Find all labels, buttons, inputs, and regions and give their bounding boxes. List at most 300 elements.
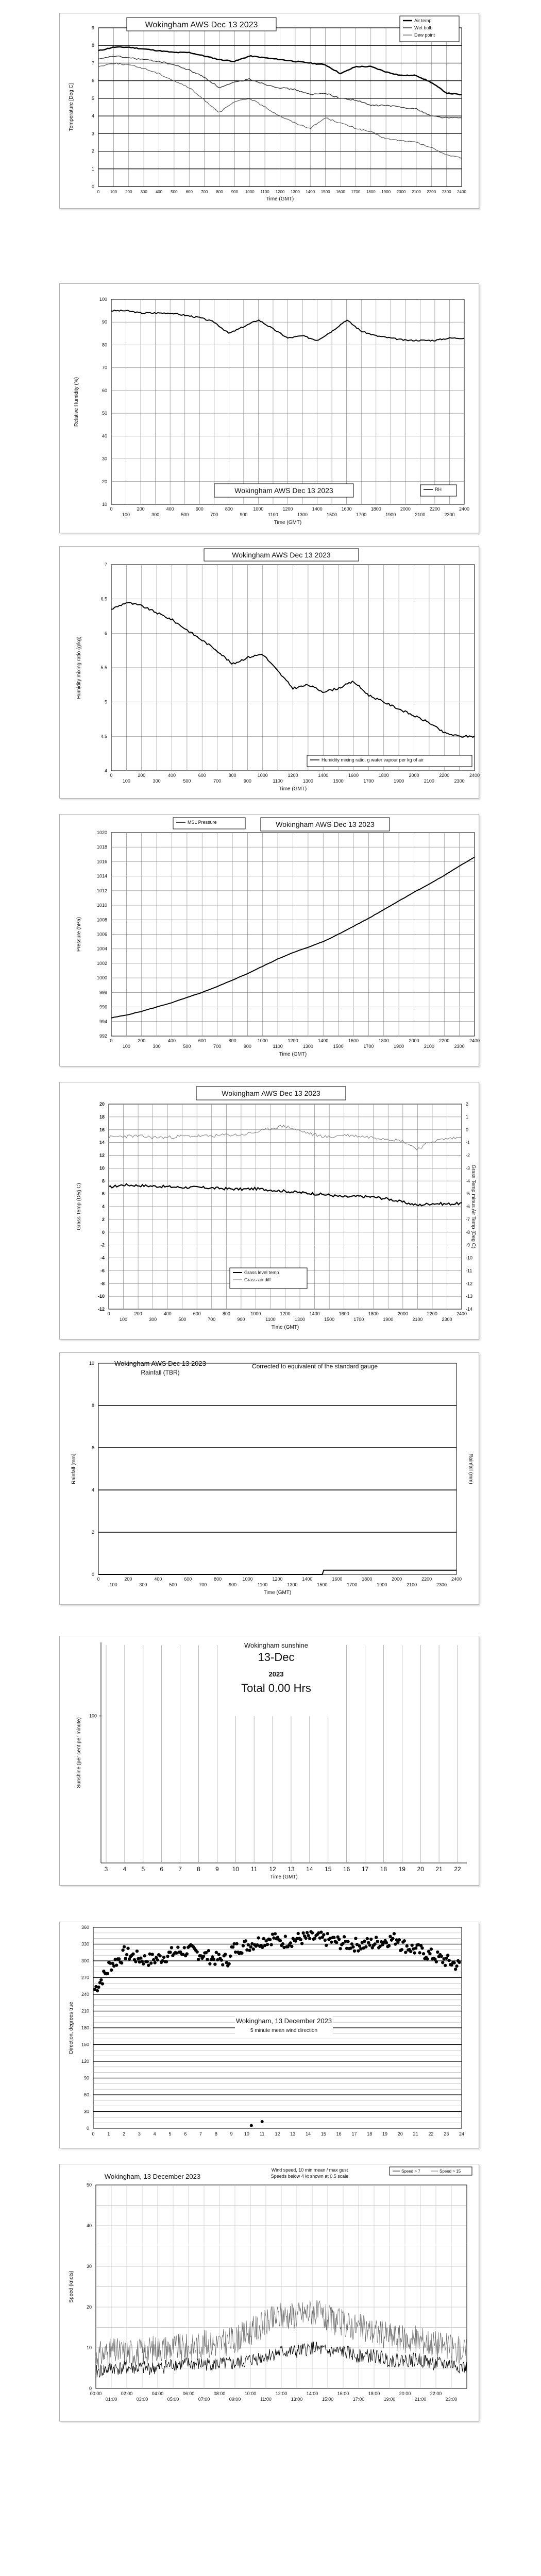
wind-direction-title: Wokingham, 13 December 2023	[235, 2017, 332, 2025]
wind-direction-ytick: 300	[81, 1958, 89, 1963]
wind-direction-point	[447, 1959, 450, 1962]
rainfall-chart-panel	[59, 1352, 479, 1605]
wind-direction-point	[247, 1943, 250, 1946]
wind-direction-point	[350, 1942, 353, 1945]
wind-direction-point	[158, 1954, 161, 1957]
wind-direction-point	[221, 1963, 224, 1966]
rainfall-x-label: Time (GMT)	[263, 1590, 292, 1596]
grass-temp-ytick-right: -3	[466, 1165, 470, 1171]
wind-direction-point	[454, 1968, 457, 1971]
wind-direction-point	[339, 1947, 342, 1950]
wind-direction-xtick: 2	[123, 2131, 126, 2137]
wind-direction-point	[366, 1937, 369, 1940]
sunshine-xtick: 13	[288, 1866, 295, 1873]
wind-direction-point	[96, 1989, 99, 1992]
wind-direction-point	[369, 1938, 373, 1941]
wind-direction-xtick: 15	[320, 2131, 326, 2137]
pressure-xtick: 2200	[439, 1038, 450, 1043]
wind-direction-point	[311, 1931, 314, 1934]
wind-direction-point	[124, 1957, 127, 1960]
wind-direction-point	[363, 1940, 366, 1943]
grass-temp-xtick: 0	[107, 1311, 110, 1316]
pressure-xtick: 300	[153, 1044, 161, 1049]
wind-speed-xtick: 11:00	[260, 2397, 272, 2402]
humidity-xtick: 400	[166, 506, 174, 512]
sunshine-x-label: Time (GMT)	[270, 1874, 298, 1880]
pressure-x-label: Time (GMT)	[279, 1052, 307, 1057]
wind-speed-xtick: 10:00	[244, 2391, 257, 2396]
mixing-ratio-xtick: 1100	[273, 778, 283, 784]
temperature-ytick: 2	[91, 148, 94, 154]
pressure-xtick: 1800	[378, 1038, 389, 1043]
humidity-xtick: 900	[240, 512, 248, 517]
rainfall-xtick: 1900	[377, 1582, 387, 1587]
wind-direction-point	[332, 1936, 335, 1939]
mixing-ratio-y-label: Humidity mixing ratio (g/kg)	[76, 636, 82, 699]
wind-direction-ytick: 120	[81, 2059, 89, 2064]
pressure-xtick: 2300	[454, 1044, 465, 1049]
wind-direction-point	[123, 1945, 126, 1948]
wind-direction-point	[393, 1932, 396, 1935]
rainfall-xtick: 0	[97, 1577, 100, 1582]
grass-temp-chart-svg	[60, 1082, 480, 1340]
rainfall-xtick: 1000	[242, 1577, 253, 1582]
temperature-legend-label: Wet bulb	[414, 25, 433, 30]
wind-direction-point	[301, 1931, 305, 1935]
humidity-ytick: 40	[102, 433, 107, 439]
humidity-ytick: 80	[102, 342, 107, 348]
pressure-xtick: 400	[167, 1038, 176, 1043]
wind-direction-point	[324, 1939, 327, 1942]
temperature-ytick: 5	[91, 95, 94, 101]
temperature-xtick: 200	[125, 190, 132, 194]
wind-direction-point	[168, 1951, 172, 1954]
wind-direction-point	[139, 1956, 142, 1959]
wind-direction-point	[126, 1946, 129, 1950]
humidity-xtick: 500	[181, 512, 189, 517]
temperature-xtick: 2400	[457, 190, 466, 194]
mixing-ratio-xtick: 2100	[424, 778, 434, 784]
sunshine-xtick: 5	[141, 1866, 145, 1873]
wind-speed-xtick: 03:00	[136, 2397, 148, 2402]
temperature-ytick: 7	[91, 60, 94, 66]
wind-speed-chart-panel	[59, 2164, 479, 2421]
wind-direction-point	[274, 1932, 277, 1935]
wind-direction-xtick: 17	[351, 2131, 357, 2137]
temperature-xtick: 900	[231, 190, 239, 194]
grass-temp-ytick: 8	[102, 1178, 105, 1184]
grass-temp-ytick-right: -14	[466, 1307, 473, 1312]
pressure-xtick: 100	[122, 1044, 130, 1049]
wind-direction-point	[202, 1955, 205, 1958]
temperature-ytick: 3	[91, 131, 94, 137]
humidity-xtick: 1300	[297, 512, 308, 517]
wind-direction-ytick: 210	[81, 2008, 89, 2014]
grass-temp-ytick-right: -7	[466, 1216, 470, 1222]
wind-direction-point	[235, 1942, 238, 1945]
wind-direction-xtick: 6	[184, 2131, 187, 2137]
wind-direction-xtick: 3	[138, 2131, 141, 2137]
wind-direction-point	[227, 1962, 230, 1965]
wind-direction-xtick: 14	[306, 2131, 311, 2137]
wind-direction-point	[346, 1940, 349, 1943]
sunshine-xtick: 9	[215, 1866, 219, 1873]
wind-speed-xtick: 20:00	[399, 2391, 411, 2396]
temperature-xtick: 1400	[306, 190, 315, 194]
grass-temp-ytick-right: -12	[466, 1281, 473, 1286]
rainfall-ytick: 0	[91, 1572, 94, 1577]
wind-direction-point	[376, 1940, 379, 1943]
rainfall-ytick: 4	[91, 1487, 94, 1493]
pressure-legend-label: MSL Pressure	[188, 820, 217, 825]
wind-direction-point	[420, 1946, 424, 1950]
grass-temp-legend-label: Grass-air diff	[244, 1277, 271, 1282]
sunshine-total: Total 0.00 Hrs	[241, 1682, 311, 1694]
grass-temp-ytick-right: -9	[466, 1242, 470, 1248]
wind-direction-ytick: 90	[83, 2075, 89, 2081]
wind-direction-point	[426, 1957, 429, 1960]
rainfall-y-label: Rainfall (mm)	[71, 1453, 77, 1484]
temperature-xtick: 500	[171, 190, 178, 194]
grass-temp-ytick: -4	[100, 1255, 105, 1261]
humidity-xtick: 1100	[268, 512, 278, 517]
rainfall-xtick: 100	[109, 1582, 117, 1587]
sunshine-xtick: 21	[435, 1866, 443, 1873]
temperature-legend-label: Air temp	[414, 18, 432, 23]
wind-direction-point	[354, 1937, 357, 1940]
wind-direction-xtick: 21	[413, 2131, 418, 2137]
grass-temp-chart-panel	[59, 1082, 479, 1340]
grass-temp-ytick-right: 2	[466, 1101, 469, 1107]
humidity-xtick: 2000	[400, 506, 411, 512]
wind-direction-point	[398, 1938, 401, 1941]
grass-temp-ytick: 12	[99, 1153, 105, 1158]
grass-temp-ytick-right: -4	[466, 1178, 470, 1184]
pressure-ytick: 1010	[96, 903, 107, 908]
rainfall-xtick: 1200	[272, 1577, 283, 1582]
grass-temp-ytick: 6	[102, 1191, 105, 1197]
humidity-xtick: 1200	[282, 506, 293, 512]
humidity-ytick: 50	[102, 411, 107, 416]
grass-temp-ytick: 18	[99, 1114, 105, 1120]
grass-temp-xtick: 600	[193, 1311, 201, 1316]
wind-direction-point	[220, 1958, 223, 1961]
wind-direction-ytick: 180	[81, 2025, 89, 2030]
wind-direction-xtick: 13	[290, 2131, 296, 2137]
mixing-ratio-xtick: 1800	[378, 773, 389, 778]
grass-temp-xtick: 800	[222, 1311, 230, 1316]
grass-temp-xtick: 300	[149, 1317, 157, 1322]
wind-direction-xtick: 1	[107, 2131, 110, 2137]
grass-temp-ytick-right: -1	[466, 1140, 470, 1145]
wind-direction-point	[252, 1947, 255, 1951]
wind-speed-xtick: 00:00	[90, 2391, 102, 2396]
humidity-xtick: 300	[151, 512, 160, 517]
rainfall-ytick: 6	[91, 1445, 94, 1450]
pressure-xtick: 1300	[302, 1044, 313, 1049]
pressure-y-label: Pressure (hPa)	[76, 917, 82, 952]
sunshine-xtick: 10	[232, 1866, 239, 1873]
wind-direction-point	[441, 1961, 444, 1964]
wind-speed-ytick: 50	[86, 2182, 92, 2188]
temperature-xtick: 400	[155, 190, 163, 194]
sunshine-chart-svg	[60, 1636, 480, 1886]
wind-direction-point	[224, 1953, 227, 1956]
humidity-chart-panel	[59, 283, 479, 533]
wind-speed-ytick: 40	[86, 2223, 92, 2228]
mixing-ratio-chart-svg	[60, 547, 480, 799]
wind-direction-point	[405, 1944, 409, 1947]
wind-direction-point	[400, 1948, 403, 1951]
wind-direction-point	[197, 1958, 200, 1961]
humidity-title: Wokingham AWS Dec 13 2023	[234, 486, 333, 495]
wind-direction-point	[170, 1946, 173, 1949]
wind-direction-ytick: 330	[81, 1941, 89, 1947]
temperature-xtick: 100	[110, 190, 117, 194]
grass-temp-ytick: 0	[102, 1229, 105, 1235]
sunshine-y-label: Sunshine (per cent per minute)	[76, 1717, 82, 1788]
wind-direction-point	[300, 1942, 303, 1945]
humidity-xtick: 1700	[356, 512, 367, 517]
temperature-title: Wokingham AWS Dec 13 2023	[145, 21, 258, 29]
wind-direction-point	[261, 2120, 264, 2123]
wind-direction-point	[162, 1956, 165, 1959]
wind-speed-xtick: 15:00	[322, 2397, 334, 2402]
wind-direction-ytick: 240	[81, 1992, 89, 1997]
wind-direction-point	[166, 1955, 169, 1958]
temperature-xtick: 0	[97, 190, 100, 194]
pressure-xtick: 700	[213, 1044, 222, 1049]
wind-direction-point	[106, 1972, 109, 1975]
wind-direction-point	[343, 1935, 346, 1938]
wind-direction-chart-svg	[60, 1922, 480, 2149]
grass-temp-xtick: 1300	[295, 1317, 306, 1322]
sunshine-xtick: 6	[160, 1866, 164, 1873]
wind-direction-point	[195, 1950, 198, 1953]
grass-temp-xtick: 100	[120, 1317, 128, 1322]
grass-temp-x-label: Time (GMT)	[271, 1325, 299, 1330]
sunshine-xtick: 14	[306, 1866, 313, 1873]
wind-direction-ytick: 60	[83, 2092, 89, 2097]
wind-direction-point	[403, 1939, 406, 1942]
wind-speed-y-label: Speed (knots)	[69, 2270, 74, 2303]
grass-temp-y-label-right: Grass Temp minus Air Temp (Deg C)	[470, 1164, 476, 1249]
wind-speed-xtick: 13:00	[291, 2397, 303, 2402]
wind-direction-xtick: 8	[214, 2131, 217, 2137]
wind-speed-title: Wokingham, 13 December 2023	[104, 2173, 201, 2180]
wind-direction-point	[455, 1964, 458, 1968]
rainfall-ytick: 8	[91, 1403, 94, 1408]
pressure-ytick: 1020	[96, 830, 107, 835]
mixing-ratio-xtick: 2200	[439, 773, 450, 778]
wind-speed-xtick: 12:00	[275, 2391, 288, 2396]
wind-speed-xtick: 18:00	[368, 2391, 380, 2396]
grass-temp-ytick-right: -10	[466, 1255, 473, 1261]
grass-temp-ytick: -10	[97, 1294, 105, 1299]
grass-temp-xtick: 900	[237, 1317, 245, 1322]
wind-speed-ytick: 0	[89, 2386, 92, 2391]
wind-direction-point	[176, 1945, 179, 1948]
rainfall-xtick: 1800	[362, 1577, 373, 1582]
wind-direction-point	[266, 1943, 269, 1946]
grass-temp-xtick: 1900	[383, 1317, 394, 1322]
wind-direction-point	[436, 1951, 439, 1954]
grass-temp-xtick: 2300	[442, 1317, 452, 1322]
grass-temp-legend-label: Grass level temp	[244, 1270, 279, 1275]
pressure-xtick: 600	[198, 1038, 206, 1043]
wind-direction-point	[97, 1986, 100, 1989]
wind-direction-point	[269, 1943, 273, 1946]
rainfall-xtick: 200	[124, 1577, 132, 1582]
wind-direction-point	[248, 1949, 251, 1952]
rainfall-y-label-right: Rainfall (mm)	[468, 1453, 474, 1484]
temperature-xtick: 1600	[336, 190, 345, 194]
wind-speed-chart-svg	[60, 2164, 480, 2422]
wind-direction-point	[120, 1961, 123, 1964]
humidity-xtick: 1500	[327, 512, 337, 517]
wind-direction-xtick: 24	[459, 2131, 465, 2137]
mixing-ratio-chart-panel	[59, 546, 479, 799]
grass-temp-ytick: 2	[102, 1216, 105, 1222]
temperature-ytick: 0	[91, 184, 94, 189]
wind-direction-point	[304, 1937, 307, 1940]
wind-speed-xtick: 19:00	[383, 2397, 396, 2402]
pressure-xtick: 1000	[257, 1038, 268, 1043]
mixing-ratio-legend-label: Humidity mixing ratio, g water vapour per kg of air	[322, 757, 424, 762]
sunshine-xtick: 3	[104, 1866, 108, 1873]
humidity-xtick: 700	[210, 512, 218, 517]
wind-direction-point	[330, 1940, 333, 1943]
wind-direction-point	[229, 1955, 232, 1958]
temperature-chart-svg	[60, 13, 480, 209]
sunshine-xtick: 20	[417, 1866, 424, 1873]
mixing-ratio-ytick: 5.5	[100, 665, 107, 670]
wind-direction-ytick: 270	[81, 1975, 89, 1980]
wind-direction-point	[387, 1944, 391, 1947]
pressure-ytick: 1012	[96, 888, 107, 893]
rainfall-note: Corrected to equivalent of the standard gauge	[251, 1363, 378, 1370]
wind-direction-xtick: 11	[260, 2131, 265, 2137]
pressure-chart-panel	[59, 814, 479, 1066]
wind-direction-point	[430, 1947, 433, 1951]
wind-speed-xtick: 14:00	[306, 2391, 318, 2396]
wind-direction-point	[117, 1957, 121, 1960]
sunshine-xtick: 22	[454, 1866, 461, 1873]
pressure-ytick: 1014	[96, 873, 107, 879]
grass-temp-ytick-right: -5	[466, 1191, 470, 1197]
wind-direction-point	[206, 1958, 209, 1961]
grass-temp-xtick: 1200	[280, 1311, 291, 1316]
grass-temp-xtick: 2200	[427, 1311, 437, 1316]
mixing-ratio-xtick: 1900	[394, 778, 404, 784]
sunshine-title: Wokingham sunshine	[244, 1641, 309, 1649]
wind-direction-point	[136, 1950, 139, 1953]
rainfall-chart-svg	[60, 1353, 480, 1605]
grass-temp-xtick: 1700	[353, 1317, 364, 1322]
wind-direction-xtick: 20	[397, 2131, 403, 2137]
wind-speed-xtick: 21:00	[414, 2397, 427, 2402]
humidity-xtick: 0	[110, 506, 113, 512]
wind-direction-point	[368, 1943, 371, 1946]
humidity-xtick: 100	[122, 512, 130, 517]
wind-direction-point	[279, 1939, 282, 1942]
wind-direction-point	[445, 1957, 448, 1960]
rainfall-xtick: 1700	[347, 1582, 358, 1587]
pressure-chart-svg	[60, 815, 480, 1067]
grass-temp-xtick: 1100	[265, 1317, 276, 1322]
rainfall-ytick: 2	[91, 1530, 94, 1535]
wind-direction-xtick: 7	[199, 2131, 202, 2137]
temperature-xtick: 1200	[275, 190, 285, 194]
wind-direction-point	[268, 1938, 272, 1941]
wind-direction-point	[353, 1950, 356, 1953]
grass-temp-xtick: 1400	[309, 1311, 320, 1316]
wind-speed-xtick: 05:00	[167, 2397, 179, 2402]
wind-direction-point	[364, 1945, 367, 1948]
mixing-ratio-ytick: 4.5	[100, 734, 107, 739]
rainfall-xtick: 800	[214, 1577, 222, 1582]
humidity-xtick: 2400	[459, 506, 470, 512]
humidity-ytick: 90	[102, 319, 107, 325]
rainfall-xtick: 300	[139, 1582, 147, 1587]
mixing-ratio-xtick: 2300	[454, 778, 465, 784]
grass-temp-y-label: Grass Temp (Deg C)	[76, 1183, 82, 1230]
wind-direction-point	[134, 1960, 137, 1963]
wind-speed-xtick: 09:00	[229, 2397, 241, 2402]
sunshine-xtick: 11	[250, 1866, 258, 1873]
wind-direction-point	[306, 1931, 309, 1934]
humidity-xtick: 1800	[370, 506, 381, 512]
rainfall-xtick: 1100	[257, 1582, 268, 1587]
wind-direction-point	[212, 1958, 215, 1961]
wind-direction-point	[418, 1951, 421, 1954]
humidity-ytick: 60	[102, 387, 107, 393]
pressure-ytick: 1006	[96, 931, 107, 937]
humidity-ytick: 30	[102, 456, 107, 462]
grass-temp-ytick-right: -11	[466, 1268, 472, 1274]
wind-direction-point	[143, 1954, 146, 1957]
wind-direction-ytick: 0	[86, 2126, 89, 2131]
wind-direction-point	[257, 1936, 260, 1939]
wind-direction-xtick: 22	[428, 2131, 434, 2137]
sunshine-xtick: 19	[398, 1866, 405, 1873]
wind-direction-xtick: 9	[230, 2131, 233, 2137]
wind-direction-point	[150, 1953, 154, 1956]
mixing-ratio-x-label: Time (GMT)	[279, 786, 307, 792]
grass-temp-xtick: 500	[178, 1317, 187, 1322]
wind-direction-point	[249, 1945, 252, 1948]
wind-speed-ytick: 20	[86, 2304, 92, 2310]
pressure-ytick: 1018	[96, 844, 107, 850]
wind-direction-point	[99, 1978, 103, 1981]
temperature-ytick: 6	[91, 78, 94, 83]
temperature-xtick: 2100	[411, 190, 421, 194]
pressure-ytick: 1004	[96, 946, 107, 952]
wind-direction-subtitle: 5 minute mean wind direction	[250, 2028, 318, 2033]
wind-direction-point	[446, 1954, 449, 1957]
pressure-xtick: 200	[138, 1038, 146, 1043]
wind-direction-point	[125, 1953, 128, 1956]
wind-speed-legend-label: Speed > 15	[439, 2169, 461, 2174]
grass-temp-ytick: 14	[99, 1140, 105, 1145]
temperature-y-label: Temperature [Deg C]	[69, 83, 74, 131]
wind-direction-point	[231, 1945, 234, 1948]
wind-direction-ytick: 360	[81, 1925, 89, 1930]
wind-direction-point	[404, 1951, 407, 1954]
wind-direction-y-label: Direction, degrees true	[69, 2002, 74, 2054]
wind-direction-point	[250, 2124, 253, 2127]
pressure-ytick: 1008	[96, 917, 107, 923]
